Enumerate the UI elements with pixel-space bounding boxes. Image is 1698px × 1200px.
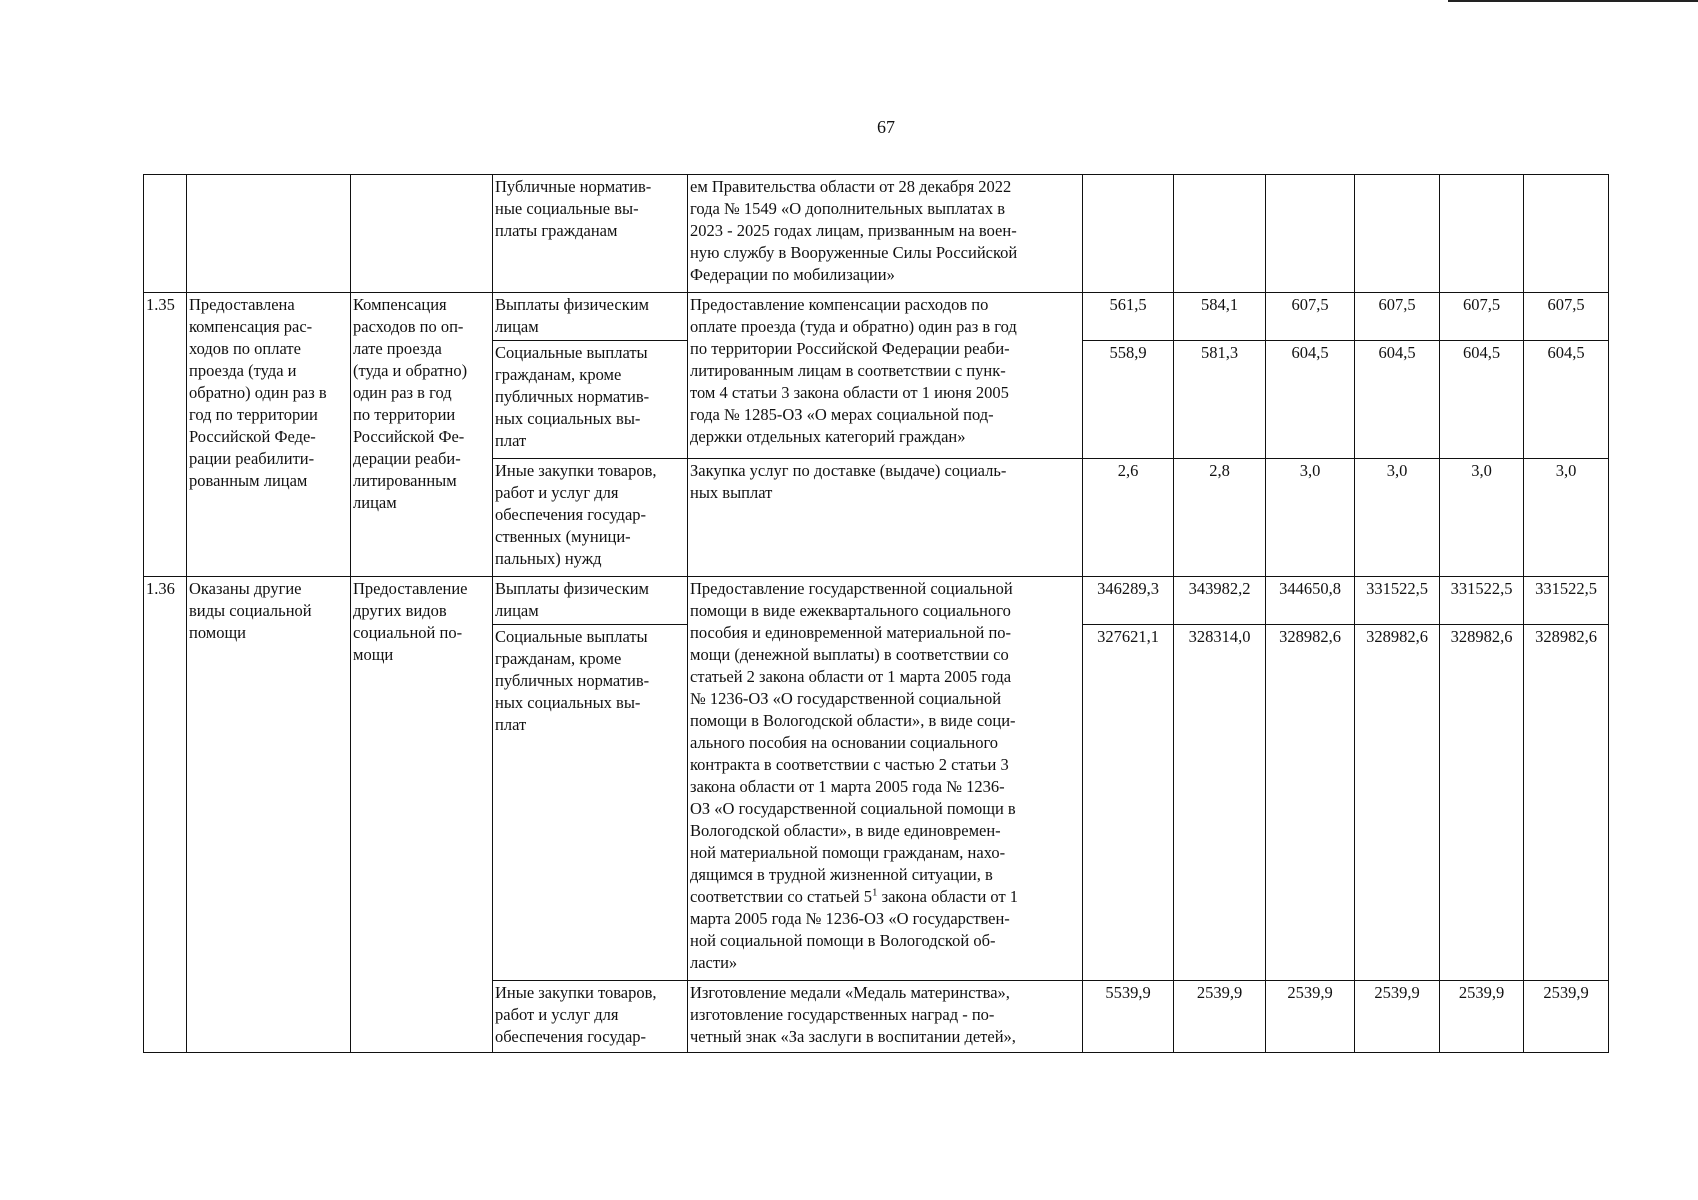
cell-value: 558,9 (1083, 341, 1174, 459)
cell-value (1355, 175, 1440, 293)
cell-value: 343982,2 (1174, 577, 1266, 625)
cell-expense-type: Публичные норматив- ные социальные вы- платы гражданам (493, 175, 688, 293)
cell-value: 327621,1 (1083, 625, 1174, 981)
cell-value: 328982,6 (1440, 625, 1524, 981)
cell-value (1083, 175, 1174, 293)
cell-result: Предоставлена компенсация рас- ходов по оплате проезда (туда и обратно) один раз в год по территории Российской Феде- рации реабилити- рованным лицам (187, 293, 351, 577)
cell-value: 2539,9 (1440, 981, 1524, 1053)
cell-value: 604,5 (1440, 341, 1524, 459)
table-row-1-36-a (144, 577, 1609, 625)
cell-no: 1.35 (144, 293, 187, 577)
table-row-1-35-a (144, 293, 1609, 341)
cell-value: 604,5 (1524, 341, 1609, 459)
cell-value: 2539,9 (1174, 981, 1266, 1053)
cell-value (1524, 175, 1609, 293)
cell-expense-type: Выплаты физическим лицам (493, 293, 688, 341)
cell-value: 328982,6 (1524, 625, 1609, 981)
cell-value: 604,5 (1266, 341, 1355, 459)
table-row-continuation (144, 175, 1609, 293)
cell-value: 604,5 (1355, 341, 1440, 459)
cell-value: 331522,5 (1355, 577, 1440, 625)
cell-expense-type: Иные закупки товаров, работ и услуг для обеспечения государ- (493, 981, 688, 1053)
cell-result: Оказаны другие виды социальной помощи (187, 577, 351, 1053)
top-rule (1448, 0, 1698, 2)
cell-result (187, 175, 351, 293)
budget-table (143, 174, 1609, 1053)
cell-description: ем Правительства области от 28 декабря 2022 года № 1549 «О дополнительных выплатах в 2023 - 2025 годах лицам, призванным на воен- ную службу в Вооруженные Силы Российской Федерации по мобилизации» (688, 175, 1083, 293)
cell-value: 2,6 (1083, 459, 1174, 577)
cell-description: Предоставление компенсации расходов по оплате проезда (туда и обратно) один раз в год по территории Российской Федерации реаби- литированным лицам в соответствии с пунк- том 4 статьи 3 закона области от 1 июня 2005 года № 1285-ОЗ «О мерах социальной под- держки отдельных категорий граждан» (688, 293, 1083, 459)
cell-value: 3,0 (1524, 459, 1609, 577)
cell-expense-type: Социальные выплаты гражданам, кроме публичных норматив- ных социальных вы- плат (493, 625, 688, 981)
cell-value: 2539,9 (1266, 981, 1355, 1053)
cell-value: 584,1 (1174, 293, 1266, 341)
cell-no: 1.36 (144, 577, 187, 1053)
cell-description: Закупка услуг по доставке (выдаче) социаль- ных выплат (688, 459, 1083, 577)
cell-value: 328314,0 (1174, 625, 1266, 981)
cell-value (1266, 175, 1355, 293)
cell-value: 328982,6 (1355, 625, 1440, 981)
cell-expense-type: Выплаты физическим лицам (493, 577, 688, 625)
cell-value: 581,3 (1174, 341, 1266, 459)
cell-no (144, 175, 187, 293)
cell-value: 3,0 (1440, 459, 1524, 577)
cell-value (1440, 175, 1524, 293)
cell-value (1174, 175, 1266, 293)
cell-value: 331522,5 (1524, 577, 1609, 625)
cell-value: 607,5 (1355, 293, 1440, 341)
cell-value: 2,8 (1174, 459, 1266, 577)
cell-value: 344650,8 (1266, 577, 1355, 625)
cell-value: 607,5 (1440, 293, 1524, 341)
cell-value: 2539,9 (1355, 981, 1440, 1053)
cell-value: 3,0 (1355, 459, 1440, 577)
cell-value: 607,5 (1524, 293, 1609, 341)
cell-value: 331522,5 (1440, 577, 1524, 625)
page-number: 67 (877, 117, 895, 137)
cell-value: 346289,3 (1083, 577, 1174, 625)
cell-expense-type: Иные закупки товаров, работ и услуг для обеспечения государ- ственных (муници- пальных) нужд (493, 459, 688, 577)
cell-description: Предоставление государственной социальной помощи в виде ежеквартального социального пособия и единовременной материальной по- мощи (денежной выплаты) в соответствии со статьей 2 закона области от 1 марта 2005 года № 1236-ОЗ «О государственной социальной помощи в Вологодской области», в виде соци- ального пособия на основании социального контракта в соответствии с частью 2 статьи 3 закона области от 1 марта 2005 года № 1236- ОЗ «О государственной социальной помощи в Вологодской области», в виде единовремен- ной материальной помощи гражданам, нахо- дящимся в трудной жизненной ситуации, в соответствии со статьей $5^1$ закона области от 1 марта 2005 года № 1236-ОЗ «О государствен- ной социальной помощи в Вологодской об- ласти» (688, 577, 1083, 981)
cell-value: 2539,9 (1524, 981, 1609, 1053)
cell-service: Компенсация расходов по оп- лате проезда (туда и обратно) один раз в год по территории Российской Фе- дерации реаби- литированным лицам (351, 293, 493, 577)
cell-value: 561,5 (1083, 293, 1174, 341)
cell-value: 607,5 (1266, 293, 1355, 341)
cell-value: 5539,9 (1083, 981, 1174, 1053)
cell-value: 328982,6 (1266, 625, 1355, 981)
cell-description: Изготовление медали «Медаль материнства», изготовление государственных наград - по- четный знак «За заслуги в воспитании детей», (688, 981, 1083, 1053)
cell-service: Предоставление других видов социальной по- мощи (351, 577, 493, 1053)
cell-value: 3,0 (1266, 459, 1355, 577)
cell-service (351, 175, 493, 293)
cell-expense-type: Социальные выплаты гражданам, кроме публичных норматив- ных социальных вы- плат (493, 341, 688, 459)
